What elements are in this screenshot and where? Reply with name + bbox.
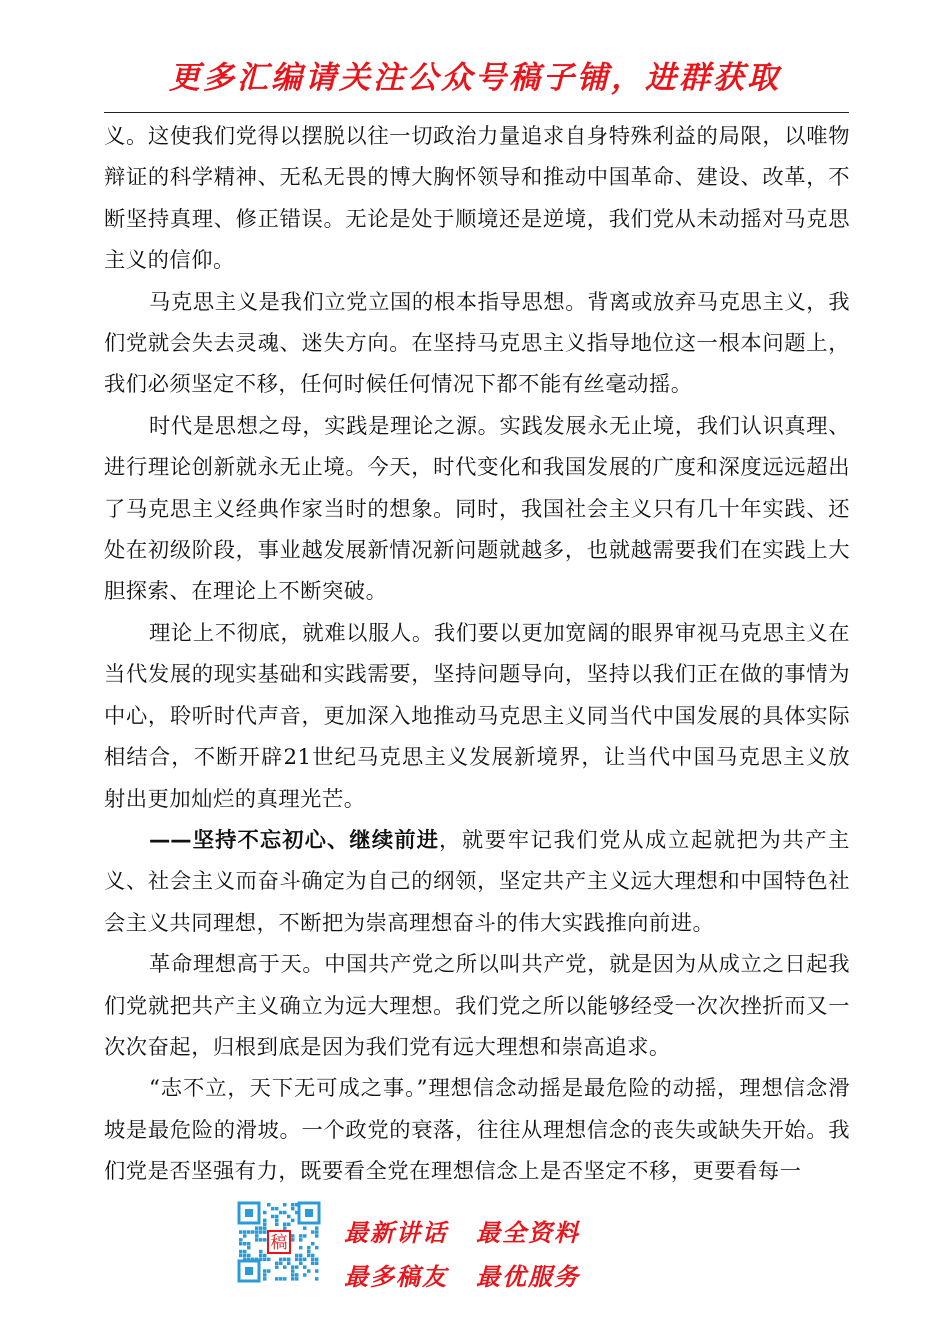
qr-module <box>295 1265 299 1269</box>
qr-module <box>283 1277 287 1281</box>
qr-module <box>263 1211 267 1215</box>
qr-module <box>315 1226 319 1230</box>
qr-module <box>275 1277 279 1281</box>
slogan: 最优服务 <box>476 1261 580 1291</box>
qr-module <box>303 1258 307 1262</box>
paragraph <box>104 820 850 944</box>
qr-module <box>299 1246 303 1250</box>
slogan-row <box>344 1252 704 1296</box>
paragraph: 马克思主义是我们立党立国的根本指导思想。背离或放弃马克思主义，我们党就会失去灵魂、迷失方向。在坚持马克思主义指导地位这一根本问题上，我们必须坚定不移，任何时候任何情况下都不能有丝毫动摇。 <box>104 289 850 398</box>
qr-module <box>311 1258 315 1262</box>
qr-module <box>263 1223 267 1227</box>
qr-module <box>255 1226 259 1230</box>
qr-module <box>267 1258 271 1262</box>
qr-module <box>291 1207 295 1211</box>
paragraph: 时代是思想之母，实践是理论之源。实践发展永无止境，我们认识真理、进行理论创新就永无止境。今天，时代变化和我国发展的广度和深度远远超出了马克思主义经典作家当时的想象。同时，我国社会主义只有几十年实践、还处在初级阶段，事业越发展新情况新问题就越多，也就越需要我们在实践上大胆探索、在理论上不断突破。 <box>104 413 850 605</box>
qr-module <box>243 1242 247 1246</box>
qr-module <box>247 1254 251 1258</box>
qr-module <box>287 1215 291 1219</box>
qr-module <box>311 1262 315 1266</box>
qr-module <box>307 1254 311 1258</box>
qr-module <box>283 1203 287 1207</box>
qr-module <box>295 1258 299 1262</box>
qr-module <box>315 1269 319 1273</box>
paragraph: 义。这使我们党得以摆脱以往一切政治力量追求自身特殊利益的局限，以唯物辩证的科学精神、无私无畏的博大胸怀领导和推动中国革命、建设、改革，不断坚持真理、修正错误。无论是处于顺境还是逆境，我们党从未动摇对马克思主义的信仰。 <box>104 124 850 274</box>
qr-module <box>243 1230 247 1234</box>
qr-module <box>287 1223 291 1227</box>
qr-module <box>271 1215 275 1219</box>
qr-module <box>239 1250 243 1254</box>
qr-module <box>259 1254 263 1258</box>
header-banner: 更多汇编请关注公众号稿子铺，进群获取 <box>169 60 781 96</box>
qr-module <box>247 1242 251 1246</box>
qr-module <box>251 1230 255 1234</box>
header-divider <box>104 112 849 113</box>
qr-module <box>299 1234 303 1238</box>
paragraph: “志不立，天下无可成之事。”理想信念动摇是最危险的动摇，理想信念滑坡是最危险的滑坡。一个政党的衰落，往往从理想信念的丧失或缺失开始。我们党是否坚强有力，既要看全党在理想信念上是否坚定不移，更要看每一 <box>104 1076 850 1185</box>
qr-module <box>239 1230 243 1234</box>
qr-module <box>303 1273 307 1277</box>
paragraph: 理论上不彻底，就难以服人。我们要以更加宽阔的眼界审视马克思主义在当代发展的现实基础和实践需要，坚持问题导向，坚持以我们正在做的事情为中心，聆听时代声音，更加深入地推动马克思主义同当代中国发展的具体实际相结合，不断开辟21世纪马克思主义发展新境界，让当代中国马克思主义放射出更加灿烂的真理光芒。 <box>104 620 850 812</box>
qr-module <box>295 1254 299 1258</box>
qr-module <box>263 1219 267 1223</box>
qr-code-icon[interactable] <box>236 1200 322 1284</box>
qr-module <box>243 1250 247 1254</box>
qr-module <box>283 1226 287 1230</box>
qr-module <box>275 1223 279 1227</box>
qr-module <box>267 1269 271 1273</box>
qr-module <box>287 1258 291 1262</box>
qr-module <box>271 1207 275 1211</box>
qr-module <box>303 1265 307 1269</box>
paragraph-text: ，就要牢记我们党从成立起就把为共产主义、社会主义而奋斗确定为自己的纲领，坚定共产主义远大理想和中国特色社会主义共同理想，不断把为崇高理想奋斗的伟大实践推向前进。 <box>104 827 850 936</box>
qr-module <box>255 1230 259 1234</box>
qr-module <box>315 1277 319 1281</box>
qr-module <box>307 1250 311 1254</box>
qr-module <box>259 1238 263 1242</box>
qr-module <box>263 1226 267 1230</box>
qr-module <box>263 1273 267 1277</box>
qr-module <box>299 1262 303 1266</box>
paragraph: 革命理想高于天。中国共产党之所以叫共产党，就是因为从成立之日起我们党就把共产主义确立为远大理想。我们党之所以能够经受一次次挫折而又一次次奋起，归根到底是因为我们党有远大理想和崇高追求。 <box>104 952 850 1060</box>
qr-module <box>315 1258 319 1262</box>
qr-module <box>279 1262 283 1266</box>
qr-module <box>315 1262 319 1266</box>
qr-module <box>283 1265 287 1269</box>
qr-module <box>291 1277 295 1281</box>
qr-module <box>255 1238 259 1242</box>
qr-module <box>255 1234 259 1238</box>
qr-module <box>259 1230 263 1234</box>
qr-module <box>263 1254 267 1258</box>
qr-module <box>283 1223 287 1227</box>
footer-promo <box>236 1200 736 1290</box>
qr-module <box>263 1277 267 1281</box>
qr-module <box>283 1258 287 1262</box>
qr-module <box>299 1258 303 1262</box>
qr-module <box>291 1238 295 1242</box>
qr-module <box>259 1250 263 1254</box>
qr-center-char: 稿 <box>270 1233 288 1253</box>
qr-module <box>307 1246 311 1250</box>
slogan: 最全资料 <box>476 1217 580 1247</box>
qr-module <box>239 1238 243 1242</box>
qr-module <box>263 1230 267 1234</box>
qr-module <box>291 1234 295 1238</box>
qr-module <box>275 1265 279 1269</box>
qr-module <box>311 1254 315 1258</box>
qr-module <box>307 1269 311 1273</box>
qr-module <box>275 1262 279 1266</box>
qr-module <box>275 1207 279 1211</box>
qr-module <box>263 1238 267 1242</box>
qr-module <box>259 1226 263 1230</box>
qr-module <box>291 1203 295 1207</box>
body-text <box>104 116 850 1193</box>
qr-module <box>299 1238 303 1242</box>
qr-module <box>263 1269 267 1273</box>
qr-module <box>263 1258 267 1262</box>
qr-module <box>299 1254 303 1258</box>
qr-module <box>239 1242 243 1246</box>
qr-module <box>295 1273 299 1277</box>
slogan-row <box>344 1208 704 1252</box>
qr-module <box>243 1234 247 1238</box>
qr-module <box>311 1230 315 1234</box>
qr-module <box>291 1269 295 1273</box>
qr-module <box>279 1277 283 1281</box>
qr-module <box>283 1211 287 1215</box>
qr-module <box>295 1277 299 1281</box>
qr-module <box>275 1215 279 1219</box>
qr-module <box>315 1246 319 1250</box>
qr-module <box>291 1265 295 1269</box>
qr-module <box>239 1254 243 1258</box>
bold-lead-phrase: ——坚持不忘初心、继续前进 <box>149 827 440 853</box>
qr-module <box>303 1234 307 1238</box>
qr-module <box>279 1211 283 1215</box>
qr-module <box>315 1234 319 1238</box>
qr-module <box>291 1273 295 1277</box>
qr-module <box>247 1246 251 1250</box>
qr-module <box>243 1254 247 1258</box>
slogan: 最多稿友 <box>344 1261 448 1291</box>
qr-module <box>287 1262 291 1266</box>
qr-module <box>267 1203 271 1207</box>
qr-module <box>291 1219 295 1223</box>
qr-module <box>303 1226 307 1230</box>
slogans <box>344 1208 704 1296</box>
qr-module <box>311 1242 315 1246</box>
slogan: 最新讲话 <box>344 1217 448 1247</box>
qr-module <box>315 1230 319 1234</box>
qr-module <box>279 1258 283 1262</box>
qr-module <box>275 1219 279 1223</box>
qr-module <box>247 1230 251 1234</box>
